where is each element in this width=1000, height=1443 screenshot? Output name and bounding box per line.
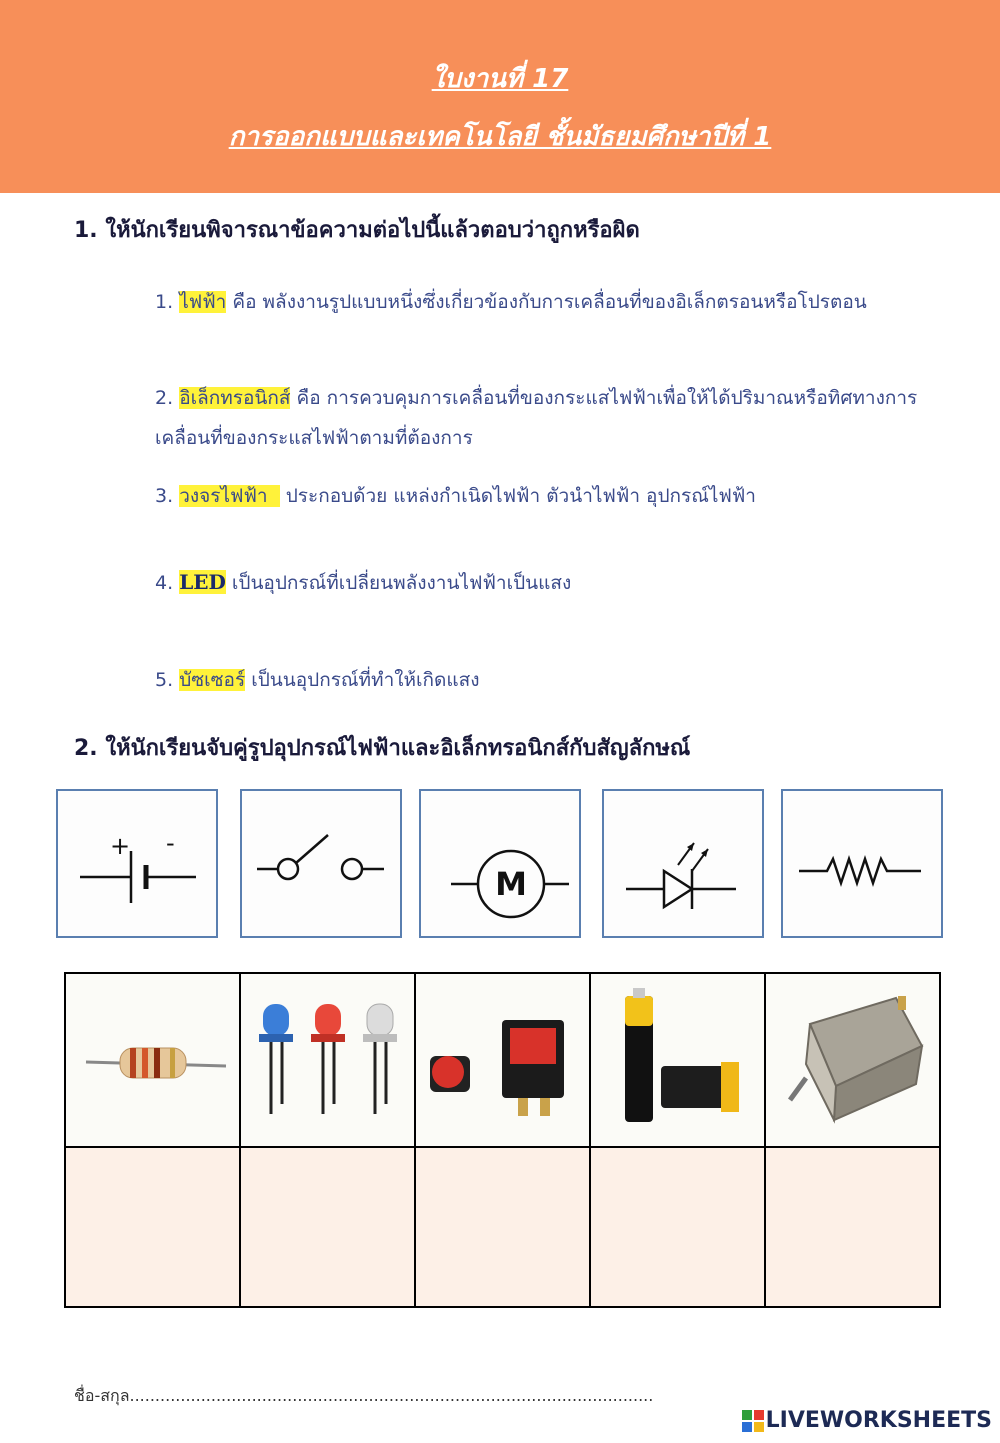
section1-heading: 1. ให้นักเรียนพิจารณาข้อความต่อไปนี้แล้วตอบว่าถูกหรือผิด bbox=[74, 218, 640, 243]
statement-number: 3. bbox=[155, 485, 174, 507]
statement-number: 4. bbox=[155, 572, 174, 594]
statement-2 bbox=[155, 378, 955, 458]
led-symbol-icon bbox=[604, 791, 762, 936]
resistor-symbol-icon bbox=[783, 791, 941, 936]
battery-photo-icon bbox=[591, 974, 764, 1146]
switch-symbol[interactable] bbox=[240, 789, 402, 938]
motor-photo-icon bbox=[766, 974, 939, 1146]
statement-5 bbox=[155, 660, 955, 700]
statement-number: 5. bbox=[155, 669, 174, 691]
resistor-photo[interactable] bbox=[65, 973, 240, 1147]
statement-4 bbox=[155, 562, 955, 603]
battery-photo[interactable] bbox=[590, 973, 765, 1147]
picture-row bbox=[65, 973, 940, 1147]
motor-symbol-icon bbox=[421, 791, 579, 936]
answer-cell[interactable] bbox=[415, 1147, 590, 1307]
statement-text: เป็นนอุปกรณ์ที่ทำให้เกิดแสง bbox=[245, 669, 480, 691]
motor-letter: M bbox=[495, 865, 527, 903]
worksheet-title: ใบงานที่ 17 bbox=[431, 64, 569, 94]
statement-term: ไฟฟ้า bbox=[179, 291, 227, 313]
answer-cell[interactable] bbox=[65, 1147, 240, 1307]
led-photo[interactable] bbox=[240, 973, 415, 1147]
motor-symbol[interactable] bbox=[419, 789, 581, 938]
answer-cell[interactable] bbox=[590, 1147, 765, 1307]
statement-text: ประกอบด้วย แหล่งกำเนิดไฟฟ้า ตัวนำไฟฟ้า อุปกรณ์ไฟฟ้า bbox=[279, 485, 756, 507]
statement-text: คือ พลังงานรูปแบบหนึ่งซึ่งเกี่ยวข้องกับการเคลื่อนที่ของอิเล็กตรอนหรือโปรตอน bbox=[226, 291, 867, 313]
liveworksheets-icon bbox=[742, 1410, 764, 1432]
switch-photo[interactable] bbox=[415, 973, 590, 1147]
minus-sign: - bbox=[166, 829, 175, 857]
motor-photo[interactable] bbox=[765, 973, 940, 1147]
matching-table bbox=[64, 972, 941, 1308]
battery-symbol[interactable] bbox=[56, 789, 218, 938]
switch-symbol-icon bbox=[242, 791, 400, 936]
plus-sign: + bbox=[110, 832, 131, 860]
answer-cell[interactable] bbox=[765, 1147, 940, 1307]
statement-text: คือ การควบคุมการเคลื่อนที่ของกระแสไฟฟ้าเพื่อให้ได้ปริมาณหรือทิศทางการเคลื่อนที่ของกระแสไฟฟ้าตามที่ต้องการ bbox=[155, 387, 918, 449]
resistor-symbol[interactable] bbox=[781, 789, 943, 938]
led-photo-icon bbox=[241, 974, 414, 1146]
answer-row bbox=[65, 1147, 940, 1307]
statement-number: 1. bbox=[155, 291, 174, 313]
header-banner bbox=[0, 0, 1000, 193]
switch-photo-icon bbox=[416, 974, 589, 1146]
worksheet-subtitle: การออกแบบและเทคโนโลยี ชั้นมัธยมศึกษาปีที่ 1 bbox=[228, 122, 772, 152]
statement-number: 2. bbox=[155, 387, 174, 409]
statement-1 bbox=[155, 282, 955, 322]
led-symbol[interactable] bbox=[602, 789, 764, 938]
statement-3 bbox=[155, 476, 955, 516]
statement-term: วงจรไฟฟ้า bbox=[179, 485, 280, 507]
answer-cell[interactable] bbox=[240, 1147, 415, 1307]
section2-heading: 2. ให้นักเรียนจับคู่รูปอุปกรณ์ไฟฟ้าและอิเล็กทรอนิกส์กับสัญลักษณ์ bbox=[74, 736, 691, 761]
name-field-label: ชื่อ-สกุล....................................................................................................... bbox=[74, 1386, 654, 1405]
statement-term: อิเล็กทรอนิกส์ bbox=[179, 387, 291, 409]
brand-name: LIVEWORKSHEETS bbox=[765, 1408, 992, 1433]
statement-text: เป็นอุปกรณ์ที่เปลี่ยนพลังงานไฟฟ้าเป็นแสง bbox=[225, 572, 572, 594]
statement-term: บัซเซอร์ bbox=[179, 669, 246, 691]
resistor-photo-icon bbox=[66, 974, 239, 1146]
battery-symbol-icon bbox=[58, 791, 216, 936]
statement-term: LED bbox=[179, 570, 226, 594]
brand-logo bbox=[742, 1408, 992, 1433]
